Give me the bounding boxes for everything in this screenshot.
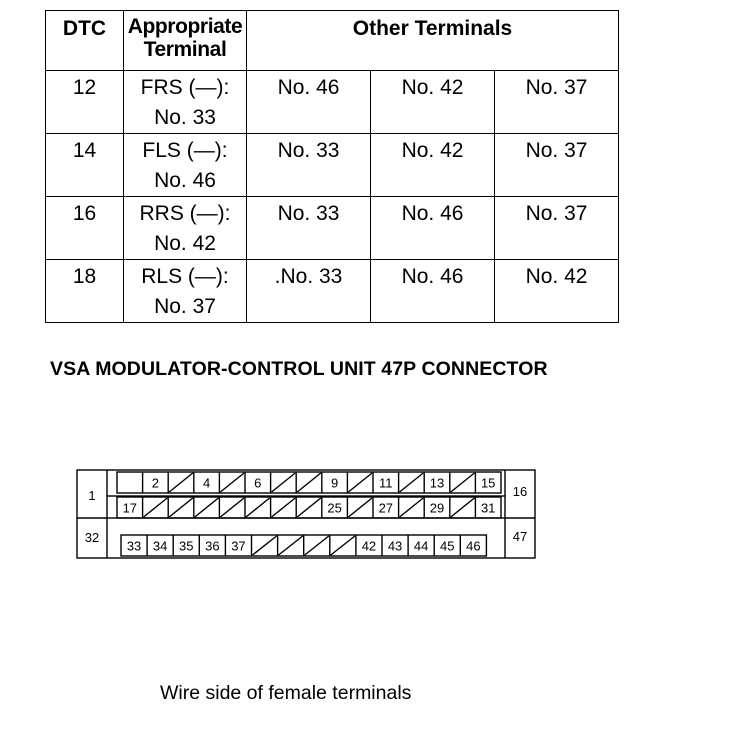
pin-label: 33 [126,538,142,554]
other-terminal: No. 46 [247,71,371,134]
dtc-code: 12 [46,71,124,134]
unused-pin-slash [348,473,372,492]
unused-pin-slash [272,498,296,517]
other-terminal: No. 42 [371,134,495,197]
terminal-signal: FLS (—): [142,139,228,162]
side-pin-label: 16 [512,484,528,499]
pin-label: 13 [429,475,445,491]
pin-label: 25 [327,500,342,516]
dtc-code: 14 [46,134,124,197]
side-pin-label: 1 [88,488,96,503]
terminal-number: No. 42 [154,232,216,255]
terminal-number: No. 37 [154,295,216,318]
other-terminal: No. 37 [495,71,619,134]
connector-body [77,470,535,558]
unused-pin-slash [348,498,372,517]
unused-pin-slash [297,498,321,517]
pin-label: 4 [202,475,211,491]
unused-pin-slash [400,473,424,492]
other-terminal: No. 46 [371,260,495,323]
pin-label: 43 [387,538,403,554]
pin-label: 6 [254,475,262,491]
pin-label: 2 [151,475,160,491]
pin-label: 15 [480,475,496,491]
terminal-number: No. 46 [154,169,216,192]
pin-label: 11 [379,475,393,491]
other-terminal: .No. 33 [247,260,371,323]
unused-pin-slash [272,473,296,492]
pin-label: 42 [361,538,377,554]
side-pin-label: 32 [84,530,100,545]
pin-label: 29 [429,500,445,516]
header-appropriate-line2: Terminal [143,38,227,61]
unused-pin-slash [451,473,475,492]
unused-pin-slash [331,536,355,555]
pin-label: 45 [440,538,455,554]
terminal-signal: FRS (—): [140,76,230,99]
other-terminal: No. 42 [371,71,495,134]
other-terminal: No. 37 [495,197,619,260]
unused-pin-slash [195,498,219,517]
header-other-terminals: Other Terminals [247,11,619,71]
pin-label: 27 [378,500,394,516]
pin-label: 37 [231,538,246,554]
pin-label: 9 [330,475,339,491]
unused-pin-slash [297,473,321,492]
unused-pin-slash [279,536,303,555]
other-terminal: No. 42 [495,260,619,323]
other-terminal: No. 33 [247,197,371,260]
unused-pin-slash [253,536,277,555]
terminal-signal: RLS (—): [141,265,229,288]
unused-pin-slash [169,498,193,517]
terminal-number: No. 33 [154,106,216,129]
unused-pin-slash [400,498,424,517]
other-terminal: No. 46 [371,197,495,260]
pin-label: 17 [122,500,138,516]
connector-title: VSA MODULATOR-CONTROL UNIT 47P CONNECTOR [50,358,548,380]
pin-label: 35 [179,538,194,554]
dtc-code: 16 [46,197,124,260]
terminal-signal: RRS (—): [139,202,231,225]
pin-label: 46 [466,538,481,554]
unused-pin-slash [451,498,475,517]
unused-pin-slash [220,473,244,492]
pin-label: 34 [152,538,168,554]
caption: Wire side of female terminals [160,682,412,704]
pin-label: 36 [205,538,220,554]
unused-pin-slash [220,498,244,517]
pin-label: 44 [413,538,429,554]
other-terminal: No. 33 [247,134,371,197]
header-dtc: DTC [46,11,124,71]
unused-pin-slash [246,498,270,517]
dtc-code: 18 [46,260,124,323]
unused-pin-slash [144,498,168,517]
header-appropriate-line1: Appropriate [127,15,243,38]
side-pin-label: 47 [512,529,528,544]
pin-label: 31 [480,500,496,516]
other-terminal: No. 37 [495,134,619,197]
unused-pin-slash [169,473,193,492]
unused-pin-slash [305,536,329,555]
